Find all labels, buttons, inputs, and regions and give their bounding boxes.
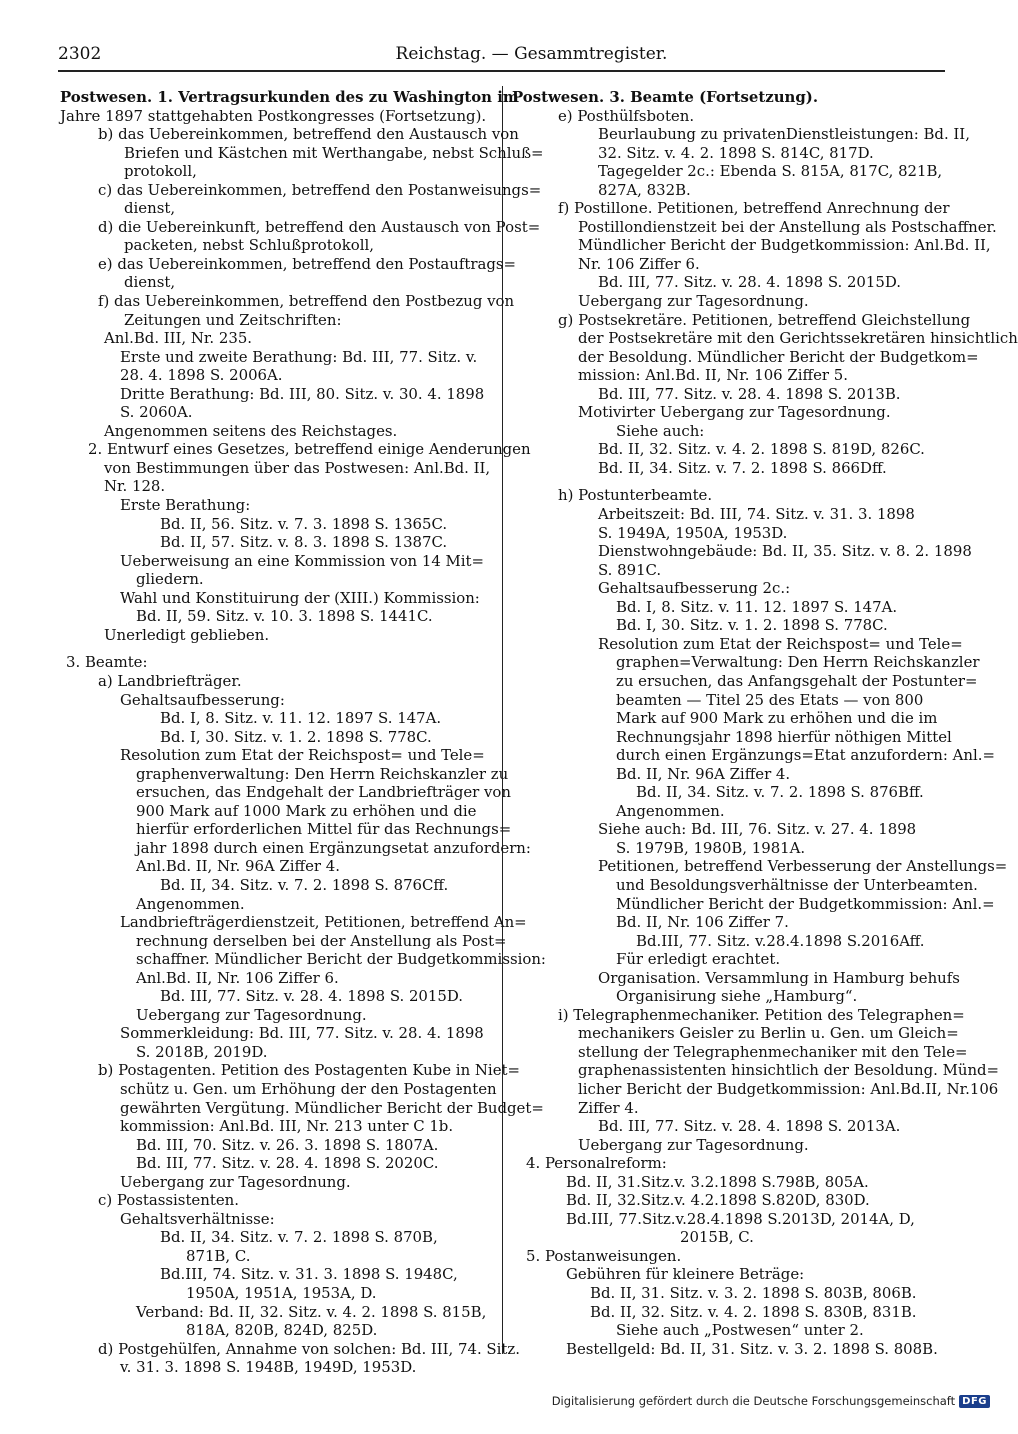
index-line: Postillondienstzeit bei der Anstellung als Postschaffner.: [578, 217, 997, 236]
running-title: Reichstag. — Gesammtregister.: [395, 44, 668, 64]
index-line: Anl.Bd. II, Nr. 96A Ziffer 4.: [136, 857, 340, 876]
index-line: dienst,: [124, 273, 176, 292]
index-line: graphen=Verwaltung: Den Herrn Reichskanzler: [616, 653, 980, 672]
index-line: g) Postsekretäre. Petitionen, betreffend Gleichstellung: [558, 310, 971, 329]
index-line: Bd. II, 31. Sitz. v. 3. 2. 1898 S. 803B, 806B.: [590, 1284, 917, 1302]
index-line: Bd. II, 34. Sitz. v. 7. 2. 1898 S. 870B,: [160, 1228, 438, 1247]
index-line: der Besoldung. Mündlicher Bericht der Budgetkom=: [578, 347, 979, 366]
index-line: Bd. II, 32. Sitz. v. 4. 2. 1898 S. 830B, 831B.: [590, 1302, 917, 1321]
index-line: gewährten Vergütung. Mündlicher Bericht der Budget=: [120, 1098, 544, 1117]
page-number: 2302: [58, 44, 102, 64]
index-line: mechanikers Geisler zu Berlin u. Gen. um Gleich=: [578, 1024, 959, 1043]
index-line: Siehe auch: Bd. III, 76. Sitz. v. 27. 4. 1898: [598, 820, 917, 839]
index-line: Erste Berathung:: [120, 496, 251, 515]
index-line: Bd. I, 8. Sitz. v. 11. 12. 1897 S. 147A.: [616, 597, 898, 616]
index-line: Bd. I, 30. Sitz. v. 1. 2. 1898 S. 778C.: [160, 727, 432, 746]
index-line: Bd. III, 70. Sitz. v. 26. 3. 1898 S. 1807A.: [136, 1135, 439, 1154]
index-line: Angenommen seitens des Reichstages.: [104, 421, 398, 440]
index-line: Organisation. Versammlung in Hamburg behufs: [598, 968, 960, 987]
index-line: Tagegelder 2c.: Ebenda S. 815A, 817C, 821B,: [598, 162, 943, 181]
index-line: Arbeitszeit: Bd. III, 74. Sitz. v. 31. 3. 1898: [598, 505, 915, 524]
index-line: f) das Uebereinkommen, betreffend den Postbezug von: [98, 292, 515, 311]
index-line: c) das Uebereinkommen, betreffend den Postanweisungs=: [98, 180, 542, 199]
index-line: Briefen und Kästchen mit Werthangabe, nebst Schluß=: [124, 143, 544, 162]
index-line: Organisirung siehe „Hamburg“.: [616, 987, 858, 1006]
index-line: hierfür erforderlichen Mittel für das Rechnungs=: [136, 820, 512, 839]
index-line: Resolution zum Etat der Reichspost= und Tele=: [120, 746, 485, 765]
index-line: protokoll,: [124, 162, 197, 181]
index-line: Motivirter Uebergang zur Tagesordnung.: [578, 403, 891, 422]
index-line: licher Bericht der Budgetkommission: Anl.Bd.II, Nr.106: [578, 1079, 999, 1098]
index-line: Bd. II, 32. Sitz. v. 4. 2. 1898 S. 819D, 826C.: [598, 440, 925, 459]
index-line: schütz u. Gen. um Erhöhung der den Postagenten: [120, 1079, 497, 1098]
index-line: Bd. II, Nr. 96A Ziffer 4.: [616, 764, 791, 783]
index-line: e) Posthülfsboten.: [558, 106, 695, 125]
index-line: Nr. 128.: [104, 477, 166, 496]
index-line: 871B, C.: [186, 1246, 251, 1265]
index-line: Postwesen. 1. Vertragsurkunden des zu Washington im: [60, 88, 519, 106]
entry-gap: [60, 644, 496, 653]
index-line: f) Postillone. Petitionen, betreffend Anrechnung der: [558, 199, 950, 218]
index-line: Uebergang zur Tagesordnung.: [578, 1135, 809, 1154]
index-line: S. 1979B, 1980B, 1981A.: [616, 838, 806, 857]
index-line: Erste und zweite Berathung: Bd. III, 77. Sitz. v.: [120, 347, 478, 366]
index-line: c) Postassistenten.: [98, 1191, 239, 1210]
index-line: i) Telegraphenmechaniker. Petition des Telegraphen=: [558, 1005, 965, 1024]
index-line: d) die Uebereinkunft, betreffend den Austausch von Post=: [98, 217, 541, 236]
index-line: 818A, 820B, 824D, 825D.: [186, 1321, 378, 1340]
index-line: jahr 1898 durch einen Ergänzungsetat anzufordern:: [136, 838, 531, 857]
index-line: rechnung derselben bei der Anstellung als Post=: [136, 931, 507, 950]
index-line: Siehe auch:: [616, 421, 705, 440]
index-line: Uebergang zur Tagesordnung.: [120, 1172, 351, 1191]
index-line: Ziffer 4.: [578, 1098, 639, 1117]
index-line: h) Postunterbeamte.: [558, 486, 713, 505]
index-line: Anl.Bd. III, Nr. 235.: [104, 329, 253, 348]
index-line: Bd. III, 77. Sitz. v. 28. 4. 1898 S. 2015D.: [160, 987, 463, 1006]
index-line: von Bestimmungen über das Postwesen: Anl.Bd. II,: [104, 458, 491, 477]
index-line: 2. Entwurf eines Gesetzes, betreffend einige Aenderungen: [88, 440, 531, 459]
index-line: zu ersuchen, das Anfangsgehalt der Postunter=: [616, 671, 978, 690]
index-line: und Besoldungsverhältnisse der Unterbeamten.: [616, 875, 978, 894]
index-line: der Postsekretäre mit den Gerichtssekretären hinsichtlich: [578, 329, 1018, 348]
index-line: Postwesen. 3. Beamte (Fortsetzung).: [512, 88, 819, 106]
index-line: Ueberweisung an eine Kommission von 14 Mit=: [120, 551, 485, 570]
index-line: a) Landbriefträger.: [98, 671, 242, 690]
index-line: Bd. II, 59. Sitz. v. 10. 3. 1898 S. 1441C.: [136, 607, 433, 626]
index-line: 2015B, C.: [680, 1228, 754, 1247]
index-line: Angenommen.: [616, 801, 725, 820]
index-line: 32. Sitz. v. 4. 2. 1898 S. 814C, 817D.: [598, 143, 874, 162]
index-line: Mündlicher Bericht der Budgetkommission: Anl.Bd. II,: [578, 236, 991, 255]
index-line: Mark auf 900 Mark zu erhöhen und die im: [616, 709, 938, 728]
index-line: Uebergang zur Tagesordnung.: [136, 1005, 367, 1024]
index-line: Bd. I, 8. Sitz. v. 11. 12. 1897 S. 147A.: [160, 709, 442, 728]
index-line: S. 2060A.: [120, 403, 193, 422]
index-line: 1950A, 1951A, 1953A, D.: [186, 1284, 377, 1302]
index-line: beamten — Titel 25 des Etats — von 800: [616, 690, 924, 709]
index-line: Bd. II, 34. Sitz. v. 7. 2. 1898 S. 876Bff.: [636, 783, 924, 802]
index-line: Bd. III, 77. Sitz. v. 28. 4. 1898 S. 2013A.: [598, 1117, 901, 1136]
index-line: Bd. II, 34. Sitz. v. 7. 2. 1898 S. 866Dff.: [598, 458, 887, 477]
index-line: d) Postgehülfen, Annahme von solchen: Bd. III, 74. Sitz.: [98, 1339, 520, 1358]
right-column: [512, 88, 1018, 1358]
index-line: Gebühren für kleinere Beträge:: [566, 1265, 805, 1284]
dfg-logo: DFG: [959, 1395, 990, 1408]
index-line: Unerledigt geblieben.: [104, 625, 270, 644]
index-line: Beurlaubung zu privatenDienstleistungen: Bd. II,: [598, 125, 970, 144]
index-line: mission: Anl.Bd. II, Nr. 106 Ziffer 5.: [578, 366, 848, 385]
index-line: Bestellgeld: Bd. II, 31. Sitz. v. 3. 2. 1898 S. 808B.: [566, 1339, 938, 1358]
index-line: Bd. II, 56. Sitz. v. 7. 3. 1898 S. 1365C.: [160, 514, 448, 533]
index-line: Uebergang zur Tagesordnung.: [578, 292, 809, 311]
index-line: Bd.III, 74. Sitz. v. 31. 3. 1898 S. 1948C,: [160, 1265, 458, 1284]
index-line: durch einen Ergänzungs=Etat anzufordern: Anl.=: [616, 746, 995, 765]
index-line: Dritte Berathung: Bd. III, 80. Sitz. v. 30. 4. 1898: [120, 384, 485, 403]
index-line: graphenassistenten hinsichtlich der Besoldung. Münd=: [578, 1061, 1000, 1080]
header-rule: [58, 70, 945, 72]
index-line: Anl.Bd. II, Nr. 106 Ziffer 6.: [136, 968, 339, 987]
index-line: stellung der Telegraphenmechaniker mit den Tele=: [578, 1042, 968, 1061]
index-line: Für erledigt erachtet.: [616, 950, 781, 969]
index-line: Rechnungsjahr 1898 hierfür nöthigen Mittel: [616, 727, 952, 746]
index-line: S. 1949A, 1950A, 1953D.: [598, 523, 788, 542]
index-line: schaffner. Mündlicher Bericht der Budgetkommission:: [136, 950, 546, 969]
index-line: 28. 4. 1898 S. 2006A.: [120, 366, 283, 385]
index-line: Resolution zum Etat der Reichspost= und Tele=: [598, 634, 963, 653]
index-line: 827A, 832B.: [598, 180, 691, 199]
index-line: Bd. III, 77. Sitz. v. 28. 4. 1898 S. 2013B.: [598, 384, 901, 403]
index-line: Bd. II, 32.Sitz.v. 4.2.1898 S.820D, 830D.: [566, 1191, 870, 1210]
index-line: Bd. II, 34. Sitz. v. 7. 2. 1898 S. 876Cff.: [160, 875, 449, 894]
index-line: Bd. I, 30. Sitz. v. 1. 2. 1898 S. 778C.: [616, 616, 888, 635]
index-line: Verband: Bd. II, 32. Sitz. v. 4. 2. 1898 S. 815B,: [136, 1302, 487, 1321]
index-line: Bd. III, 77. Sitz. v. 28. 4. 1898 S. 2015D.: [598, 273, 901, 292]
index-line: Landbriefträgerdienstzeit, Petitionen, betreffend An=: [120, 913, 527, 932]
index-line: S. 891C.: [598, 560, 662, 579]
entry-gap: [512, 477, 948, 486]
index-line: Wahl und Konstituirung der (XIII.) Kommission:: [120, 588, 480, 607]
index-line: Nr. 106 Ziffer 6.: [578, 254, 700, 273]
index-line: Bd.III, 77. Sitz. v.28.4.1898 S.2016Aff.: [636, 931, 925, 950]
index-line: packeten, nebst Schlußprotokoll,: [124, 236, 374, 255]
index-line: Bd. II, Nr. 106 Ziffer 7.: [616, 913, 789, 932]
left-column: [60, 88, 546, 1377]
index-line: kommission: Anl.Bd. III, Nr. 213 unter C 1b.: [120, 1117, 454, 1136]
index-line: Angenommen.: [136, 894, 245, 913]
footer-credit-text: Digitalisierung gefördert durch die Deutsche Forschungsgemeinschaft: [551, 1394, 956, 1408]
index-line: Gehaltsverhältnisse:: [120, 1209, 275, 1228]
index-line: Petitionen, betreffend Verbesserung der Anstellungs=: [598, 857, 1008, 876]
index-line: dienst,: [124, 199, 176, 218]
index-line: Siehe auch „Postwesen“ unter 2.: [616, 1321, 864, 1340]
column-divider: [502, 86, 503, 1354]
index-line: graphenverwaltung: Den Herrn Reichskanzler zu: [136, 764, 509, 783]
index-line: Zeitungen und Zeitschriften:: [124, 310, 342, 329]
index-line: b) Postagenten. Petition des Postagenten Kube in Niet=: [98, 1061, 520, 1080]
index-line: Gehaltsaufbesserung:: [120, 690, 285, 709]
index-line: gliedern.: [136, 570, 204, 589]
index-line: Gehaltsaufbesserung 2c.:: [598, 579, 791, 598]
page-header: [58, 44, 945, 68]
index-line: Bd. III, 77. Sitz. v. 28. 4. 1898 S. 2020C.: [136, 1154, 439, 1173]
footer-credit: [552, 1394, 990, 1408]
index-line: Bd. II, 57. Sitz. v. 8. 3. 1898 S. 1387C.: [160, 533, 448, 552]
index-line: ersuchen, das Endgehalt der Landbriefträger von: [136, 783, 511, 802]
index-line: 5. Postanweisungen.: [526, 1246, 682, 1265]
index-line: Jahre 1897 stattgehabten Postkongresses (Fortsetzung).: [60, 106, 487, 125]
index-line: Sommerkleidung: Bd. III, 77. Sitz. v. 28. 4. 1898: [120, 1024, 484, 1043]
index-line: 3. Beamte:: [66, 653, 148, 672]
index-line: 4. Personalreform:: [526, 1154, 667, 1173]
index-line: S. 2018B, 2019D.: [136, 1042, 268, 1061]
index-line: e) das Uebereinkommen, betreffend den Postauftrags=: [98, 254, 517, 273]
index-line: v. 31. 3. 1898 S. 1948B, 1949D, 1953D.: [120, 1358, 417, 1377]
index-line: 900 Mark auf 1000 Mark zu erhöhen und die: [136, 801, 477, 820]
index-line: Bd. II, 31.Sitz.v. 3.2.1898 S.798B, 805A.: [566, 1172, 869, 1191]
index-line: Mündlicher Bericht der Budgetkommission: Anl.=: [616, 894, 995, 913]
index-line: Dienstwohngebäude: Bd. II, 35. Sitz. v. 8. 2. 1898: [598, 542, 972, 561]
index-line: b) das Uebereinkommen, betreffend den Austausch von: [98, 125, 519, 144]
index-line: Bd.III, 77.Sitz.v.28.4.1898 S.2013D, 2014A, D,: [566, 1209, 915, 1228]
